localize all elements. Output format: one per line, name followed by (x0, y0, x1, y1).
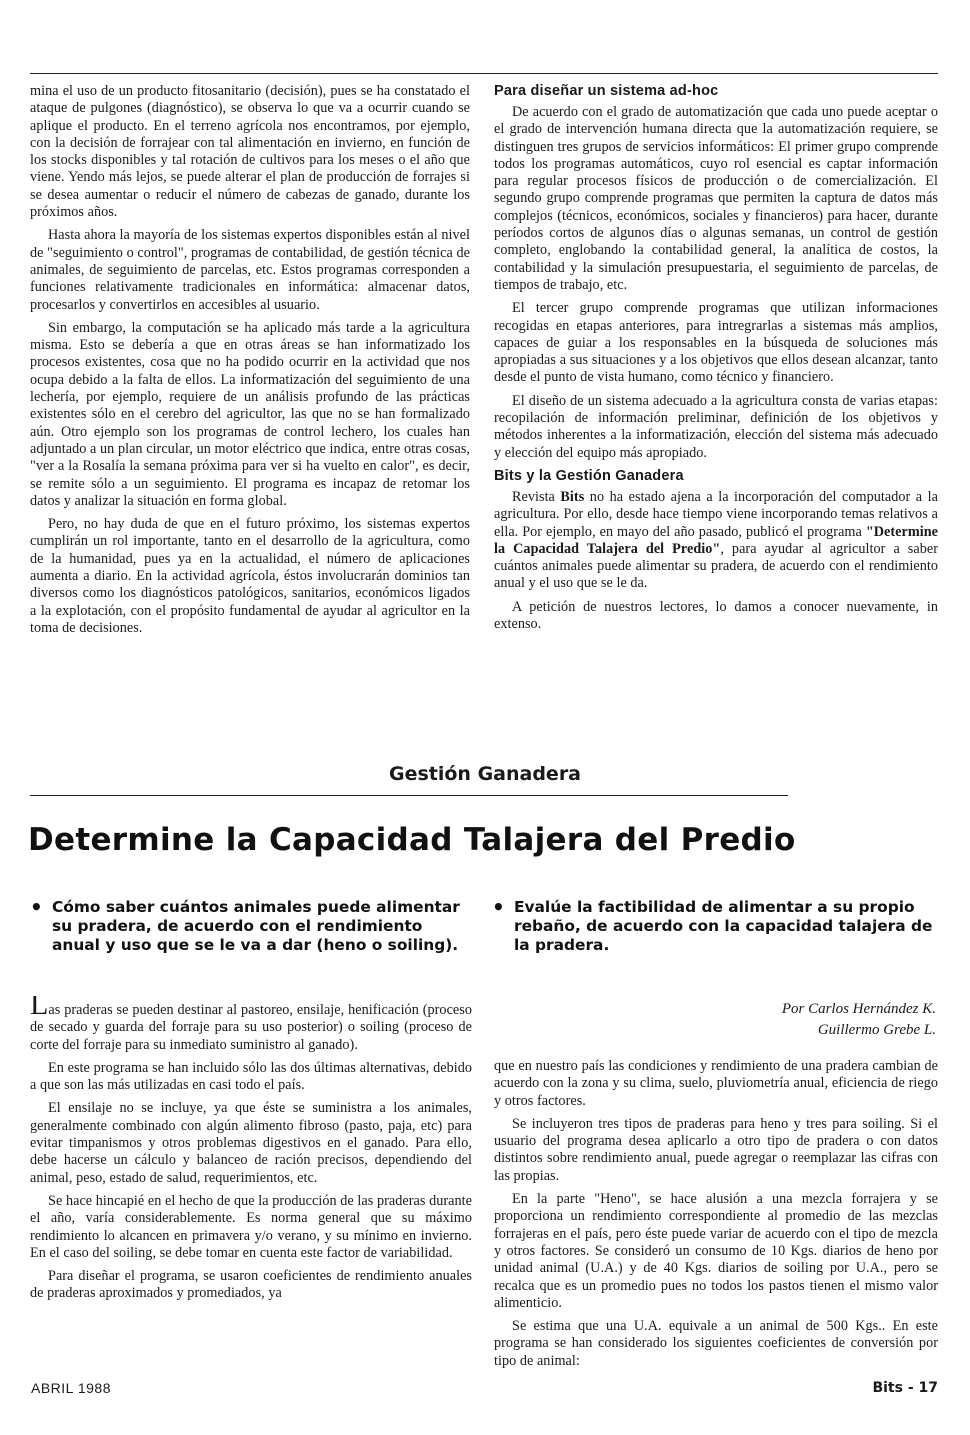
paragraph: De acuerdo con el grado de automatización que cada uno puede aceptar o el grado de intervención humana directa que la automatización requiere, se distinguen tres grupos de servicios informáticos: El primer grupo comprende todos los programas automáticos, cuyo rol esencial es captar información para regular procesos físicos de producción o de comercialización. El segundo grupo comprende programas que permiten la captura de datos más complejos (técnicos, económicos, sociales y financieros) para hacer, durante períodos cortos de algunos días o algunas semanas, un control de gestión completo, englobando la contabilidad general, la analítica de costos, la contabilidad y la simulación presupuestaria, el seguimiento de parcelas, de tiempos de trabajo, etc. (494, 104, 938, 293)
bullet-dot-icon: • (30, 895, 43, 919)
section-title: Gestión Ganadera (388, 763, 582, 785)
bullet-right (492, 895, 938, 955)
text: no ha estado ajena a la incorporación del computador a la agricultura. Por ello, desde hace tiempo viene incorporando temas relativos a ella. Por ejemplo, en mayo del año pasado, publicó el programa (494, 488, 938, 540)
bottom-left-column (30, 996, 472, 1368)
top-right-column (494, 83, 938, 733)
footer-date: ABRIL 1988 (31, 1380, 111, 1396)
paragraph: Se incluyeron tres tipos de praderas para heno y tres para soiling. Si el usuario del programa desea aplicarlo a otro tipo de pradera o con datos distintos sobre rendimiento anual, puede agregar o reemplazar las cifras con las propias. (494, 1115, 938, 1184)
paragraph: Para diseñar el programa, se usaron coeficientes de rendimiento anuales de praderas aproximados y promediados, ya (30, 1268, 472, 1302)
paragraph: El tercer grupo comprende programas que utilizan informaciones recogidas en etapas anteriores, para intregrarlas a sistemas más amplios, capaces de guiar a los responsables en la búsqueda de soluciones más apropiadas a sus situaciones y a los objetivos que ellos desean alcanzar, tanto desde el punto de vista humano, como técnico y financiero. (494, 300, 938, 386)
top-left-column (30, 83, 470, 733)
section-rule (30, 795, 788, 796)
paragraph: Pero, no hay duda de que en el futuro próximo, los sistemas expertos cumplirán un rol importante, tanto en el desarrollo de la agricultura, como de la humanidad, pues ya en la actualidad, el número de aplicaciones aumenta a diario. En la actividad agrícola, éstos involucrarán dominios tan diversos como los diagnósticos patológicos, sanitarios, económicos ligados a la explotación, con el propósito fundamental de ayudar al agricultor en la toma de decisiones. (30, 516, 470, 636)
byline (782, 999, 936, 1041)
paragraph: mina el uso de un producto fitosanitario (decisión), pues se ha constatado el ataque de pulgones (diagnóstico), se observa lo que va a ocurrir cuando se aplique el producto. En el terreno agrícola nos encontramos, por ejemplo, con la decisión de forrajear con tal alimentación en invierno, en función de los stocks disponibles y tal rotación de cultivos para los meses o el año que viene. Yendo más lejos, se puede alterar el plan de producción de forrajes si se desea aumentar o reducir el número de cabezas de ganado, durante los próximos años. (30, 83, 470, 221)
paragraph: Sin embargo, la computación se ha aplicado más tarde a la agricultura misma. Esto se debería a que en otras áreas se han informatizado los procesos existentes, cosa que no ha podido ocurrir en la actividad que nos ocupa debido a la falta de ellos. La informatización del seguimiento de una lechería, por ejemplo, requiere de un análisis profundo de las prácticas existentes sólo en el cerebro del agricultor, las que no se han formalizado aún. Otro ejemplo son los programas de control lechero, los cuales han adjuntado a un plan circular, un motor eléctrico que indica, entre otras cosas, "ver a la Rosalía la semana próxima para ver si ha vuelto en calor", es decir, se remite sólo a un seguimiento. El programa es incapaz de retomar los datos y analizar la situación en forma global. (30, 319, 470, 509)
paragraph: Hasta ahora la mayoría de los sistemas expertos disponibles están al nivel de "seguimiento o control", programas de contabilidad, de gestión técnica de animales, de seguimiento de parcelas, etc. Estos programas corresponden a funciones relativamente tradicionales en informática: almacenar datos, procesarlos y convertirlos en accesibles al usuario. (30, 227, 470, 313)
text: Revista (512, 488, 561, 505)
text: as praderas se pueden destinar al pastoreo, ensilaje, henificación (proceso de secado y guarda del forraje para su uso posterior) o soiling (proceso de corte del forraje para su inmediato suministro al ganado). (30, 1002, 472, 1053)
bullet-left (30, 895, 472, 955)
bottom-right-column (494, 1058, 938, 1370)
paragraph: A petición de nuestros lectores, lo damos a conocer nuevamente, in extenso. (494, 598, 938, 633)
paragraph: que en nuestro país las condiciones y rendimiento de una pradera cambian de acuerdo con la zona y su clima, suelo, pluviometría anual, eficiencia de riego y otros factores. (494, 1058, 938, 1109)
subheading-ad-hoc: Para diseñar un sistema ad-hoc (494, 83, 719, 99)
bullet-dot-icon: • (492, 895, 505, 919)
paragraph: En este programa se han incluido sólo las dos últimas alternativas, debido a que son las más utilizadas en casi todo el país. (30, 1059, 472, 1094)
article-headline: Determine la Capacidad Talajera del Predio (28, 822, 796, 858)
footer-page-number: Bits - 17 (872, 1380, 938, 1396)
bullet-text: Evalúe la factibilidad de alimentar a su propio rebaño, de acuerdo con la capacidad talajera de la pradera. (514, 898, 933, 954)
paragraph: En la parte "Heno", se hace alusión a una mezcla forrajera y se proporciona un rendimiento correspondiente al promedio de las mezclas forrajeras en el país, pero éste puede variar de acuerdo con el tipo de mezcla y otros factores. Se consideró un consumo de 10 Kgs. diarios de heno por unidad animal (U.A.) y de 40 Kgs. diarios de soiling por U.A., pero se recalca que es un promedio pues no todos los pastos tienen el mismo valor alimenticio. (494, 1191, 938, 1311)
magazine-name: Bits (560, 488, 585, 505)
paragraph: Se hace hincapié en el hecho de que la producción de las praderas durante el año, varía considerablemente. Es norma general que su máximo rendimiento lo alcancen en primavera y/o verano, y su mínimo en invierno. En el caso del soiling, se debe tomar en cuenta este factor de variabilidad. (30, 1192, 472, 1261)
subheading-bits: Bits y la Gestión Ganadera (494, 467, 684, 484)
paragraph: El diseño de un sistema adecuado a la agricultura consta de varias etapas: recopilación de información preliminar, definición de los objetivos y métodos inherentes a la informatización, elección del sistema más adecuado y elección del equipo más apropiado. (494, 392, 938, 461)
program-title: "Determine la Capacidad Talajera del Predio" (494, 523, 938, 557)
paragraph: Se estima que una U.A. equivale a un animal de 500 Kgs.. En este programa se han considerado los siguientes coeficientes de conversión por tipo de animal: (494, 1318, 938, 1369)
paragraph: El ensilaje no se incluye, ya que éste se suministra a los animales, generalmente combinado con algún alimento fibroso (pasto, paja, etc) para evitar timpanismos y otros problemas digestivos en el ganado. Para ello, debe hacerse un cálculo y balanceo de ración precisos, dependiendo del animal, peso, estado de salud, requerimientos, etc. (30, 1100, 472, 1186)
top-rule (30, 73, 938, 74)
text: , para ayudar al agricultor a saber cuántos animales puede alimentar su pradera, de acuerdo con el rendimiento anual y el uso que se le da. (494, 540, 938, 592)
author-2: Guillermo Grebe L. (817, 1022, 936, 1038)
author-1: Por Carlos Hernández K. (781, 1001, 936, 1017)
bullet-text: Cómo saber cuántos animales puede alimentar su pradera, de acuerdo con el rendimiento anual y uso que se le va a dar (heno o soiling). (52, 898, 460, 954)
drop-cap: L (30, 996, 49, 1021)
first-paragraph (30, 996, 472, 1054)
paragraph-bits (494, 489, 938, 593)
